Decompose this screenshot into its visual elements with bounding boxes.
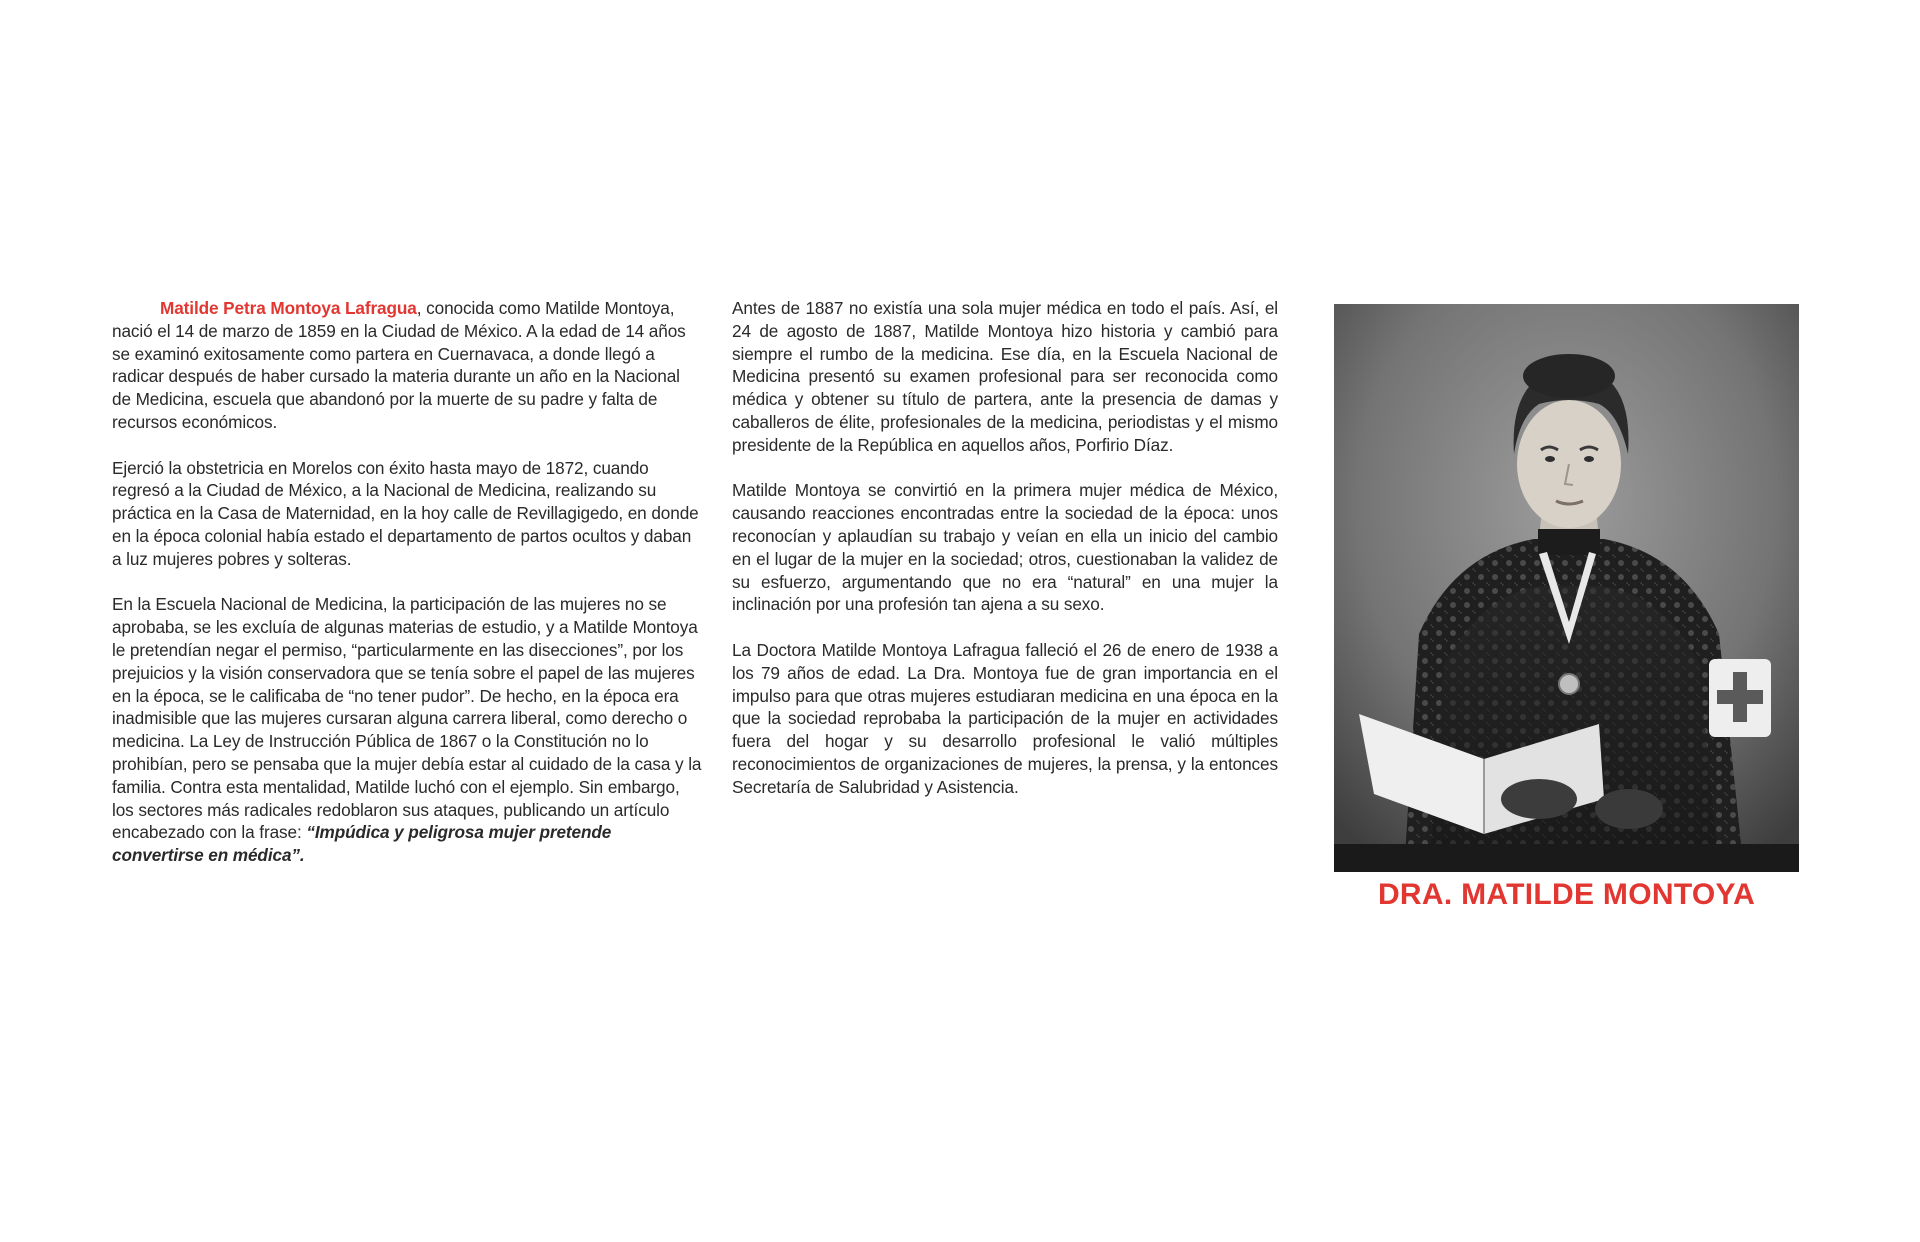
paragraph-biography-intro xyxy=(112,297,702,434)
portrait-caption: DRA. MATILDE MONTOYA xyxy=(1377,878,1756,911)
paragraph-school-opposition xyxy=(112,593,702,867)
paragraph-legacy: La Doctora Matilde Montoya Lafragua falleció el 26 de enero de 1938 a los 79 años de edad. La Dra. Montoya fue de gran importancia en el impulso para que otras mujeres estudiaran medicina en una época en la que la sociedad reprobaba la participación de la mujer en actividades fuera del hogar y su desarrollo profesional le valió múltiples reconocimientos de organizaciones de mujeres, la prensa, y la entonces Secretaría de Salubridad y Asistencia. xyxy=(732,639,1278,797)
paragraph-first-exam: Antes de 1887 no existía una sola mujer médica en todo el país. Así, el 24 de agosto de 1887, Matilde Montoya hizo historia y cambió para siempre el rumbo de la medicina. Ese día, en la Escuela Nacional de Medicina presentó su examen profesional para ser reconocida como médica y obtener su título de partera, ante la presencia de damas y caballeros de élite, profesionales de la medicina, periodistas y el mismo presidente de la República en aquellos años, Porfirio Díaz. xyxy=(732,298,1278,455)
highlighted-full-name: Matilde Petra Montoya Lafragua xyxy=(160,298,417,318)
headline-quote: “Impúdica y peligrosa mujer pretende convertirse en médica”. xyxy=(112,822,612,866)
paragraph-intro-text: , conocida como Matilde Montoya, nació el 14 de marzo de 1859 en la Ciudad de México. A la edad de 14 años se examinó exitosamente como partera en Cuernavaca, a donde llegó a radicar después de haber cursado la materia durante un año en la Nacional de Medicina, escuela que abandonó por la muerte de su padre y falta de recursos económicos. xyxy=(112,298,686,432)
article-column-middle xyxy=(732,297,1278,821)
paragraph-opposition-text: En la Escuela Nacional de Medicina, la participación de las mujeres no se aprobaba, se les excluía de algunas materias de estudio, y a Matilde Montoya le pretendían negar el permiso, “particularmente en las disecciones”, por los prejuicios y la visión conservadora que se tenía sobre el papel de las mujeres en la época, se le calificaba de “no tener pudor”. De hecho, en la época era inadmisible que las mujeres cursaran alguna carrera liberal, como derecho o medicina. La Ley de Instrucción Pública de 1867 o la Constitución no lo prohibían, pero se pensaba que la mujer debía estar al cuidado de la casa y la familia. Contra esta mentalidad, Matilde luchó con el ejemplo. Sin embargo, los sectores más radicales redoblaron sus ataques, publicando un artículo encabezado con la frase: xyxy=(112,594,702,843)
article-column-left xyxy=(112,297,702,890)
portrait-photo xyxy=(1334,304,1799,872)
paragraph-first-female-doctor: Matilde Montoya se convirtió en la primera mujer médica de México, causando reacciones encontradas entre la sociedad de la época: unos reconocían y aplaudían su trabajo y veían en ella un inicio del cambio en el lugar de la mujer en la sociedad; otros, cuestionaban la validez de su esfuerzo, argumentando que no era “natural” en una mujer la inclinación por una profesión tan ajena a su sexo. xyxy=(732,480,1278,615)
paragraph-obstetrics: Ejerció la obstetricia en Morelos con éxito hasta mayo de 1872, cuando regresó a la Ciudad de México, a la Nacional de Medicina, realizando su práctica en la Casa de Maternidad, en la hoy calle de Revillagigedo, en donde en la época colonial había estado el departamento de partos ocultos y daban a luz mujeres pobres y solteras. xyxy=(112,457,699,569)
